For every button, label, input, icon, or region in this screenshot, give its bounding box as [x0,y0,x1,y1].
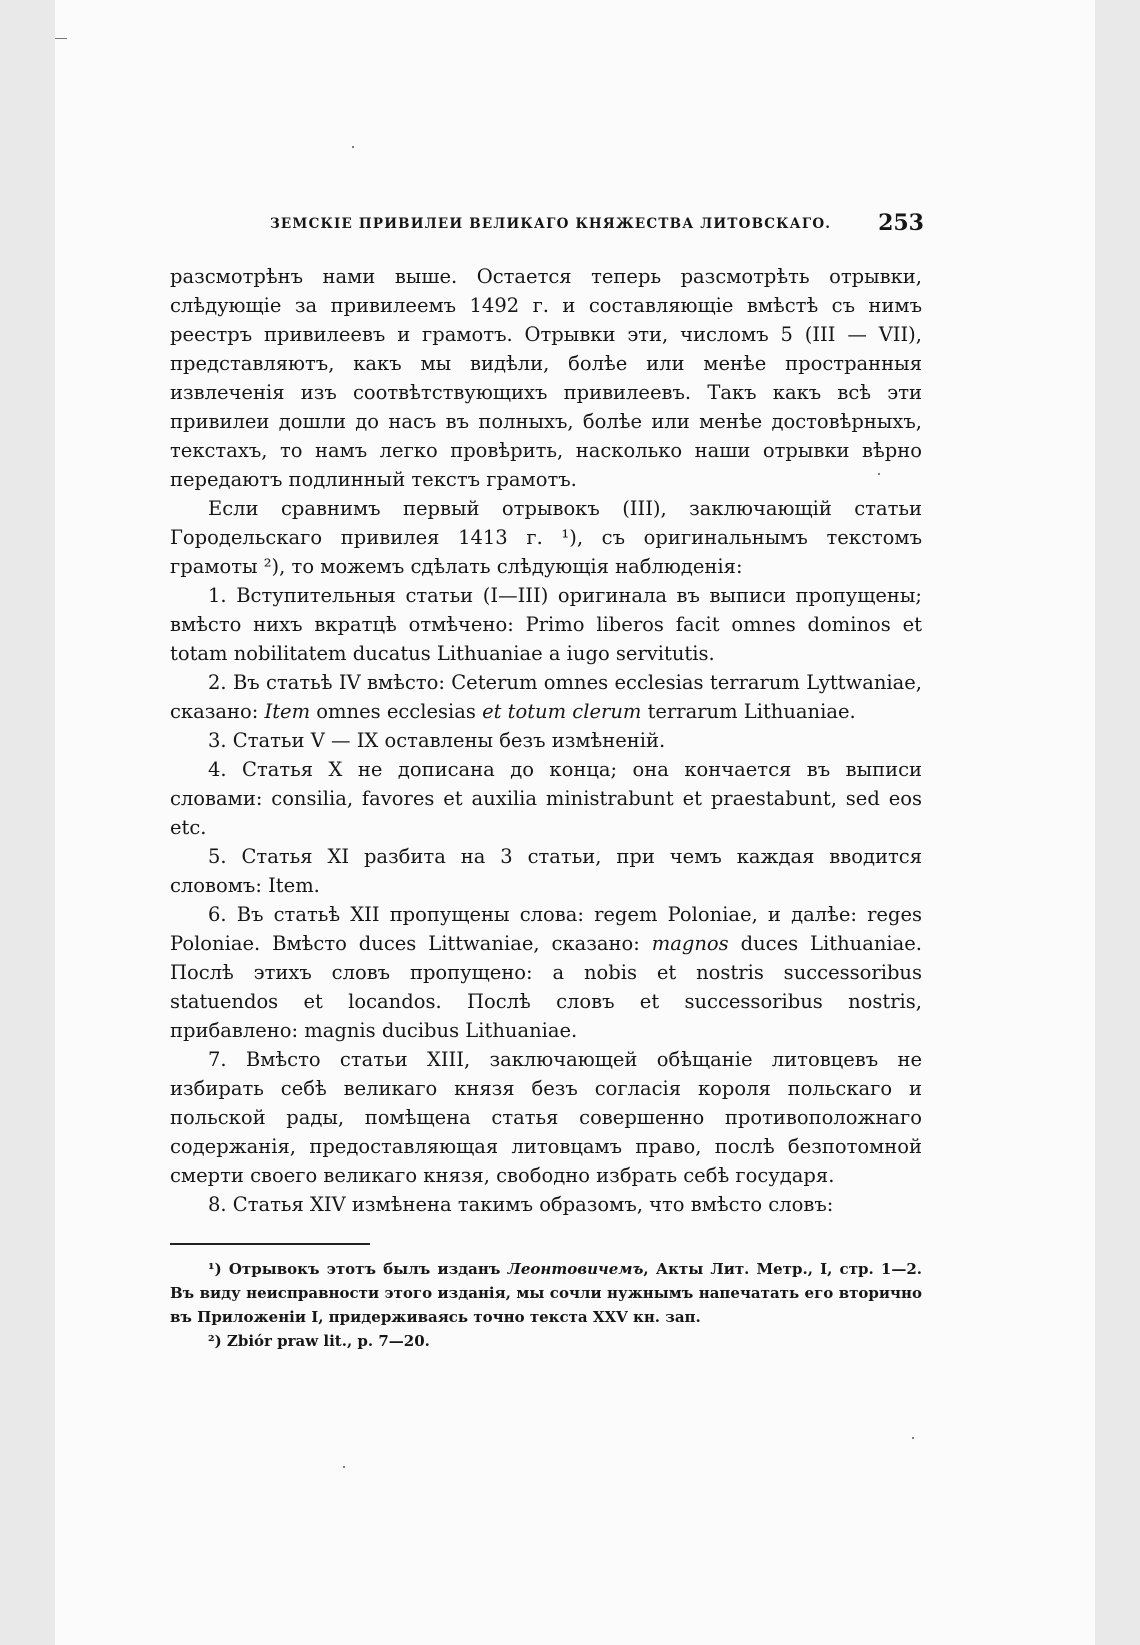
list-item: 1. Вступительныя статьи (I—III) оригинала въ выписи пропущены; вмѣсто нихъ вкратцѣ отмѣчено: Primo liberos facit omnes dominos et totam nobilitatem ducatus Lithuaniae a iugo servitutis. [170,584,922,665]
item-text: terrarum Lithuaniae. [641,700,856,723]
footnote-text: , Акты Лит. Метр., I, стр. 1—2. Въ виду неисправности этого изданія, мы сочли нужнымъ напечатать его вторично въ Приложеніи I, придерживаясь точно текста XXV кн. зап. [170,1260,922,1326]
footnotes [170,1243,922,1353]
footnote [170,1257,922,1329]
page-content [170,212,922,1353]
item-italic: Item [264,700,311,723]
item-text: 6. Въ статьѣ XII пропущены слова: regem Poloniae, и далѣе: reges Poloniae. Вмѣсто duces Littwaniae, сказано: [170,903,922,955]
list-item: 5. Статья XI разбита на 3 статьи, при чемъ каждая вводится словомъ: Item. [170,845,922,897]
scan-speck [912,1437,914,1439]
list-item: 7. Вмѣсто статьи XIII, заключающей обѣщаніе литовцевъ не избирать себѣ великаго князя безъ согласія короля польскаго и польской рады, помѣщена статья совершенно противоположнаго содержанія, предоставляющая литовцамъ право, послѣ безпотомной смерти своего великаго князя, свободно избрать себѣ государя. [170,1048,922,1187]
item-text: duces Lithuaniae. Послѣ этихъ словъ пропущено: a nobis et nostris successoribus statuendos et locandos. Послѣ словъ et successoribus nostris, прибавлено: magnis ducibus Lithuaniae. [170,932,922,1042]
paragraph: Если сравнимъ первый отрывокъ (III), заключающій статьи Городельскаго привилея 1413 г. ¹), съ оригинальнымъ текстомъ грамоты ²), то можемъ сдѣлать слѣдующія наблюденія: [170,497,922,578]
scan-edge-mark [55,38,67,39]
list-item [170,668,922,726]
running-head [170,212,922,242]
footnote: ²) Zbiór praw lit., p. 7—20. [208,1332,430,1350]
footnote-rule [170,1243,370,1245]
item-italic: et totum clerum [482,700,642,723]
scan-speck [352,146,354,148]
page-number: 253 [878,210,924,236]
paragraph: разсмотрѣнъ нами выше. Остается теперь разсмотрѣть отрывки, слѣдующіе за привилеемъ 1492 г. и составляющіе вмѣстѣ съ нимъ реестръ привилеевъ и грамотъ. Отрывки эти, числомъ 5 (III — VII), представляютъ, какъ мы видѣли, болѣе или менѣе пространныя извлеченія изъ соотвѣтствующихъ привилеевъ. Такъ какъ всѣ эти привилеи дошли до насъ въ полныхъ, болѣе или менѣе достовѣрныхъ, текстахъ, то намъ легко провѣрить, насколько наши отрывки вѣрно передаютъ подлинный текстъ грамотъ. [170,265,922,491]
footnote-text: ¹) Отрывокъ этотъ былъ изданъ [208,1260,508,1278]
list-item: 8. Статья XIV измѣнена такимъ образомъ, что вмѣсто словъ: [208,1193,834,1216]
item-italic: magnos [651,932,729,955]
body-text [170,262,922,1219]
list-item [170,900,922,1045]
item-text: omnes ecclesias [310,700,483,723]
scan-speck [343,1466,345,1468]
list-item: 4. Статья X не дописана до конца; она кончается въ выписи словами: consilia, favores et auxilia ministrabunt et praestabunt, sed eos etc. [170,758,922,839]
list-item: 3. Статьи V — IX оставлены безъ измѣненій. [208,729,666,752]
item-text: 2. Въ статьѣ IV вмѣсто: Ceterum omnes ecclesias terrarum Lyttwaniae, сказано: [170,671,922,723]
running-head-title: ЗЕМСКІЕ ПРИВИЛЕИ ВЕЛИКАГО КНЯЖЕСТВА ЛИТОВСКАГО. [270,216,832,232]
footnote-italic: Леонтовичемъ [507,1260,644,1278]
